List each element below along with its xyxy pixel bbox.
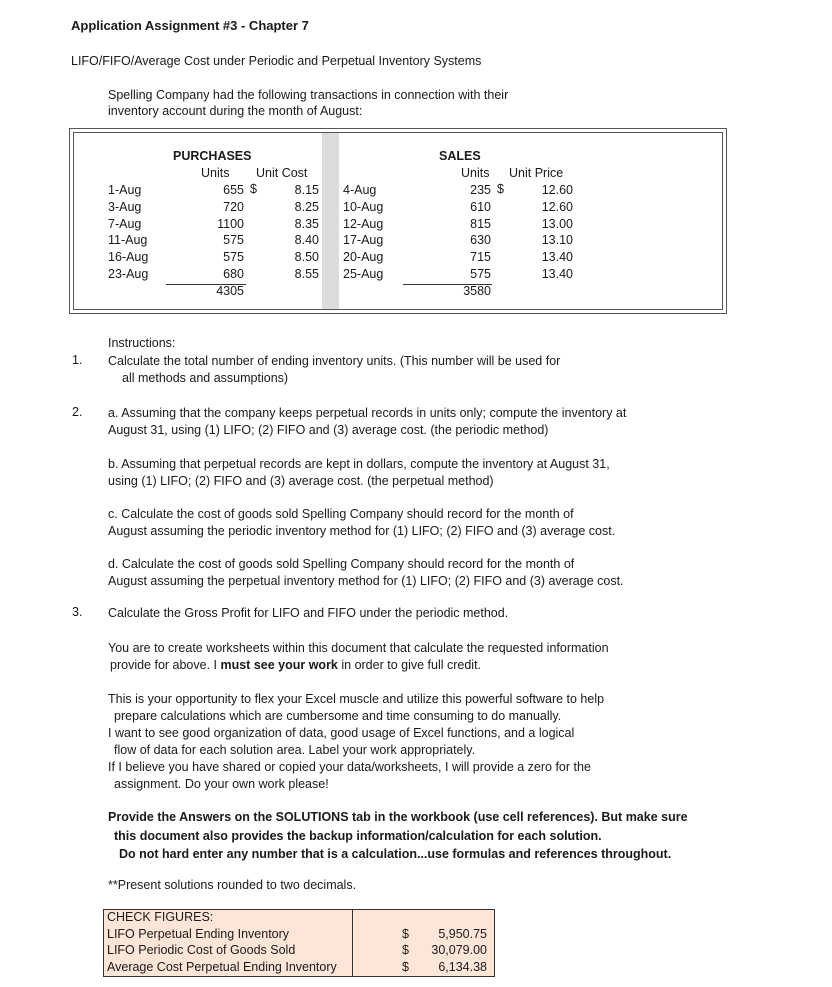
worksheets-text bbox=[108, 640, 609, 673]
text-line: a. Assuming that the company keeps perpetual records in units only; compute the inventory at bbox=[108, 406, 627, 420]
text-line: You are to create worksheets within this document that calculate the requested information bbox=[108, 641, 609, 655]
page-subtitle: LIFO/FIFO/Average Cost under Periodic and Perpetual Inventory Systems bbox=[71, 54, 482, 68]
sale-price: 13.10 bbox=[541, 233, 573, 248]
purchase-cost: 8.50 bbox=[294, 250, 319, 265]
item-3-number: 3. bbox=[72, 605, 83, 619]
item-2a-text bbox=[108, 405, 626, 438]
check-figure-dollar: $ bbox=[402, 943, 409, 957]
sale-date: 12-Aug bbox=[343, 216, 384, 231]
text-line: If I believe you have shared or copied your data/worksheets, I will provide a zero for the bbox=[108, 759, 591, 774]
answers-text bbox=[108, 808, 688, 864]
item-3-text bbox=[108, 605, 508, 622]
sales-units-header: Units bbox=[461, 166, 490, 180]
purchase-cost: 8.40 bbox=[294, 233, 319, 248]
text-line: assignment. Do your own work please! bbox=[114, 776, 329, 791]
purchases-heading: PURCHASES bbox=[173, 149, 252, 163]
text-line: using (1) LIFO; (2) FIFO and (3) average cost. (the perpetual method) bbox=[108, 473, 494, 488]
text-line: August assuming the periodic inventory method for (1) LIFO; (2) FIFO and (3) average cost. bbox=[108, 523, 616, 538]
sale-units: 610 bbox=[470, 199, 491, 214]
sales-units-column bbox=[454, 182, 491, 283]
text-line: Calculate the total number of ending inventory units. (This number will be used for bbox=[108, 354, 561, 368]
purchase-date: 1-Aug bbox=[108, 183, 142, 197]
sales-price-header: Unit Price bbox=[509, 166, 564, 180]
intro-line: Spelling Company had the following transactions in connection with their bbox=[108, 88, 509, 102]
text-line bbox=[108, 657, 609, 674]
purchase-date: 23-Aug bbox=[108, 266, 149, 281]
instructions-heading: Instructions: bbox=[108, 336, 176, 350]
purchase-cost: 8.55 bbox=[294, 266, 319, 281]
text-segment: provide for above. I bbox=[110, 657, 221, 672]
sale-dollar-sign: $ bbox=[497, 182, 504, 196]
purchase-cost: 8.25 bbox=[294, 199, 319, 214]
sale-price: 13.40 bbox=[541, 266, 573, 281]
sale-date: 10-Aug bbox=[343, 199, 384, 214]
sale-units: 235 bbox=[470, 183, 491, 197]
purchase-date: 11-Aug bbox=[108, 233, 148, 248]
text-line: I want to see good organization of data, good usage of Excel functions, and a logical bbox=[108, 725, 575, 740]
check-figures-heading: CHECK FIGURES: bbox=[107, 910, 214, 924]
sale-units: 575 bbox=[470, 266, 491, 281]
purchase-date: 7-Aug bbox=[108, 216, 142, 231]
text-line: all methods and assumptions) bbox=[122, 370, 289, 385]
sales-total: 3580 bbox=[463, 284, 491, 298]
purchases-date-column bbox=[108, 182, 148, 283]
text-line: flow of data for each solution area. Label your work appropriately. bbox=[114, 742, 476, 757]
sale-units: 630 bbox=[470, 233, 491, 248]
sales-heading: SALES bbox=[439, 149, 481, 163]
check-figure-value: 6,134.38 bbox=[438, 960, 487, 974]
purchase-units: 720 bbox=[223, 199, 244, 214]
page-title: Application Assignment #3 - Chapter 7 bbox=[71, 18, 309, 33]
sale-date: 25-Aug bbox=[343, 266, 384, 281]
text-line: August 31, using (1) LIFO; (2) FIFO and (3) average cost. (the periodic method) bbox=[108, 422, 549, 437]
purchases-units-header: Units bbox=[201, 166, 230, 180]
excel-text bbox=[108, 691, 604, 792]
sale-price: 13.00 bbox=[541, 216, 573, 231]
purchase-units: 575 bbox=[223, 233, 244, 248]
text-line: Calculate the Gross Profit for LIFO and FIFO under the periodic method. bbox=[108, 606, 509, 620]
item-1-number: 1. bbox=[72, 353, 83, 367]
check-figure-label: LIFO Perpetual Ending Inventory bbox=[107, 927, 290, 941]
sale-units: 715 bbox=[470, 250, 491, 265]
purchases-units-column bbox=[200, 182, 244, 283]
intro-text bbox=[108, 87, 508, 119]
sale-price: 12.60 bbox=[541, 183, 573, 197]
intro-line: inventory account during the month of August: bbox=[108, 104, 363, 118]
sale-price: 12.60 bbox=[541, 199, 573, 214]
text-line: d. Calculate the cost of goods sold Spelling Company should record for the month of bbox=[108, 557, 575, 571]
purchase-units: 1100 bbox=[217, 216, 244, 231]
sale-date: 4-Aug bbox=[343, 183, 377, 197]
purchase-units: 655 bbox=[223, 183, 244, 197]
sale-units: 815 bbox=[470, 216, 491, 231]
item-2d-text bbox=[108, 556, 624, 589]
rounding-note: **Present solutions rounded to two decimals. bbox=[108, 878, 357, 892]
purchase-cost: 8.35 bbox=[294, 216, 319, 231]
purchases-total: 4305 bbox=[216, 284, 244, 298]
emphasis-text: must see your work bbox=[220, 657, 338, 672]
check-figure-value: 30,079.00 bbox=[431, 943, 487, 957]
item-2-number: 2. bbox=[72, 405, 83, 419]
text-line: Do not hard enter any number that is a calculation...use formulas and references throughout. bbox=[119, 847, 672, 861]
sale-date: 17-Aug bbox=[343, 233, 384, 248]
table-divider bbox=[322, 133, 339, 309]
text-line: This is your opportunity to flex your Excel muscle and utilize this powerful software to help bbox=[108, 692, 605, 706]
check-figure-label: Average Cost Perpetual Ending Inventory bbox=[107, 960, 337, 974]
purchases-cost-header: Unit Cost bbox=[256, 166, 308, 180]
purchase-cost: 8.15 bbox=[294, 183, 319, 197]
text-line: c. Calculate the cost of goods sold Spelling Company should record for the month of bbox=[108, 507, 574, 521]
item-1-text bbox=[108, 353, 560, 386]
sale-date: 20-Aug bbox=[343, 250, 384, 265]
check-figure-dollar: $ bbox=[402, 960, 409, 974]
text-segment: in order to give full credit. bbox=[337, 657, 482, 672]
sales-date-column bbox=[343, 182, 383, 283]
text-line: prepare calculations which are cumbersome and time consuming to do manually. bbox=[114, 708, 562, 723]
purchase-units: 575 bbox=[223, 250, 244, 265]
text-line: b. Assuming that perpetual records are kept in dollars, compute the inventory at August 31, bbox=[108, 457, 610, 471]
check-figure-label: LIFO Periodic Cost of Goods Sold bbox=[107, 943, 296, 957]
item-2b-text bbox=[108, 456, 610, 489]
purchases-cost-column bbox=[276, 182, 319, 283]
text-line: this document also provides the backup information/calculation for each solution. bbox=[114, 828, 602, 843]
purchase-units: 680 bbox=[223, 266, 244, 281]
sales-price-column bbox=[530, 182, 573, 283]
text-line: Provide the Answers on the SOLUTIONS tab in the workbook (use cell references). But make sure bbox=[108, 810, 688, 824]
text-line: August assuming the perpetual inventory method for (1) LIFO; (2) FIFO and (3) average cost. bbox=[108, 573, 624, 588]
purchase-dollar-sign: $ bbox=[250, 182, 257, 196]
purchase-date: 3-Aug bbox=[108, 199, 142, 214]
check-figure-value: 5,950.75 bbox=[438, 927, 487, 941]
check-figure-dollar: $ bbox=[402, 927, 409, 941]
sale-price: 13.40 bbox=[541, 250, 573, 265]
purchase-date: 16-Aug bbox=[108, 250, 149, 265]
item-2c-text bbox=[108, 506, 615, 539]
